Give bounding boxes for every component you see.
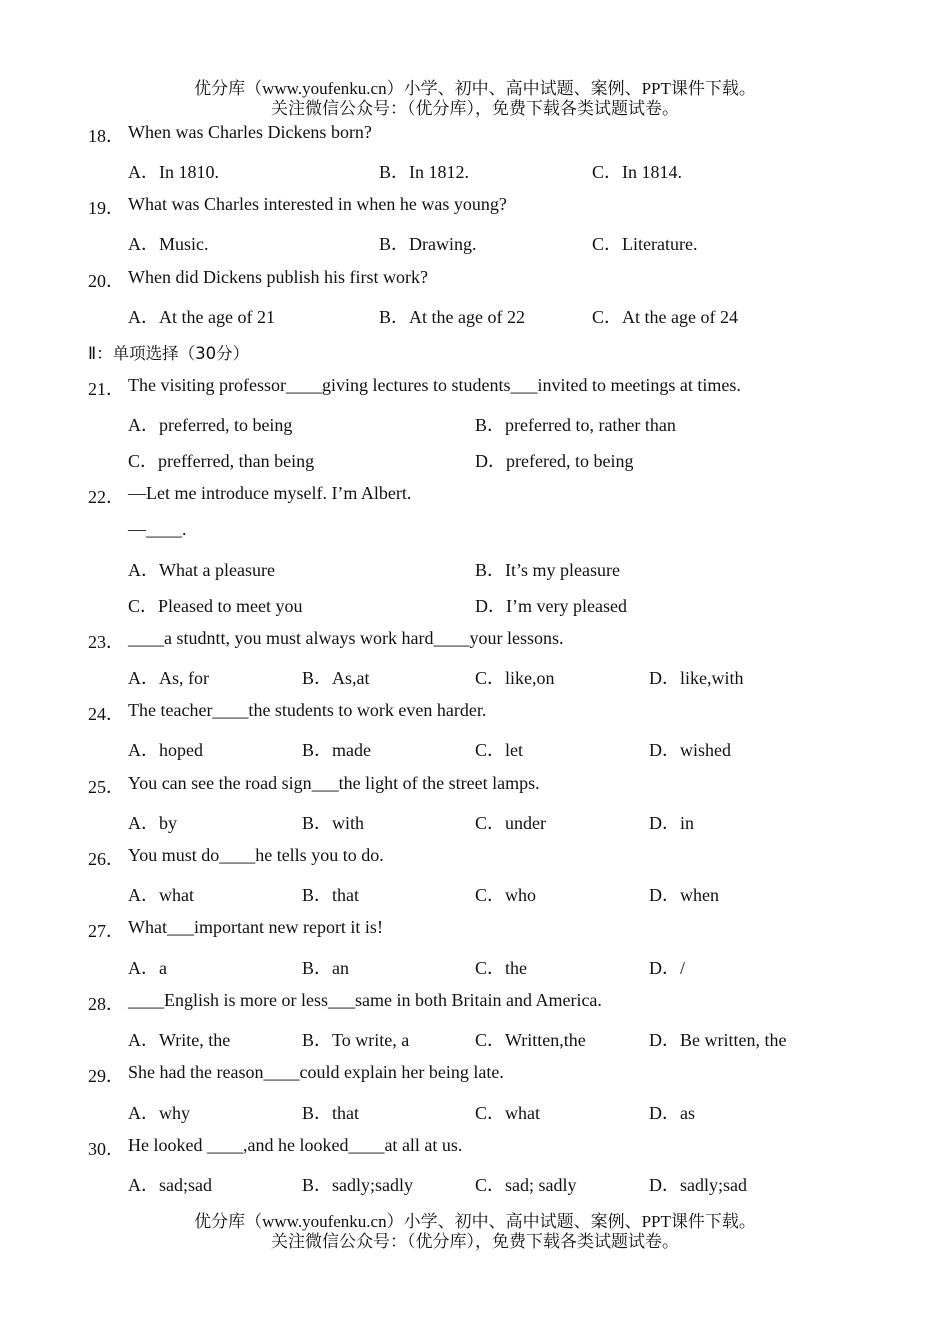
option-a[interactable]: A．by: [128, 813, 177, 833]
question-text: When did Dickens publish his first work?: [128, 267, 428, 287]
option-c[interactable]: C．Written,the: [475, 1030, 586, 1050]
option-d[interactable]: D．like,with: [649, 668, 744, 688]
option-b[interactable]: B．preferred to, rather than: [475, 415, 676, 435]
question-number: 28．: [88, 994, 124, 1014]
option-d[interactable]: D．prefered, to being: [475, 451, 634, 471]
question-text: She had the reason____could explain her being late.: [128, 1062, 504, 1082]
question-number: 21．: [88, 379, 124, 399]
question-text: The teacher____the students to work even harder.: [128, 700, 487, 720]
option-a[interactable]: A．As, for: [128, 668, 209, 688]
header-line-1: 优分库（www.youfenku.cn）小学、初中、高中试题、案例、PPT课件下载。: [194, 79, 756, 98]
question-text-reply: —____.: [128, 519, 187, 539]
question-number: 24．: [88, 704, 124, 724]
option-b[interactable]: B．that: [302, 1103, 359, 1123]
page-header: [0, 79, 950, 119]
option-b[interactable]: B．with: [302, 813, 365, 833]
page-footer: [0, 1212, 950, 1252]
option-b[interactable]: B．In 1812.: [379, 162, 469, 182]
option-a[interactable]: A．What a pleasure: [128, 560, 275, 580]
option-d[interactable]: D．when: [649, 885, 719, 905]
option-c[interactable]: C．Pleased to meet you: [128, 596, 303, 616]
option-a[interactable]: A．In 1810.: [128, 162, 219, 182]
question-text: You can see the road sign___the light of the street lamps.: [128, 773, 540, 793]
question-text: You must do____he tells you to do.: [128, 845, 384, 865]
option-b[interactable]: B．made: [302, 740, 371, 760]
option-a[interactable]: A．Write, the: [128, 1030, 231, 1050]
question-number: 30．: [88, 1139, 124, 1159]
question-text: ____a studntt, you must always work hard____your lessons.: [128, 628, 564, 648]
option-b[interactable]: B．It’s my pleasure: [475, 560, 620, 580]
question-number: 18．: [88, 126, 124, 146]
option-a[interactable]: A．a: [128, 958, 167, 978]
question-number: 19．: [88, 198, 124, 218]
option-a[interactable]: A．what: [128, 885, 194, 905]
option-d[interactable]: D．I’m very pleased: [475, 596, 627, 616]
question-text: ____English is more or less___same in both Britain and America.: [128, 990, 602, 1010]
option-d[interactable]: D．Be written, the: [649, 1030, 787, 1050]
option-c[interactable]: C．like,on: [475, 668, 555, 688]
option-a[interactable]: A．hoped: [128, 740, 203, 760]
option-c[interactable]: C．the: [475, 958, 527, 978]
option-b[interactable]: B．sadly;sadly: [302, 1175, 413, 1195]
footer-line-1: 优分库（www.youfenku.cn）小学、初中、高中试题、案例、PPT课件下载。: [194, 1212, 756, 1231]
option-b[interactable]: B．At the age of 22: [379, 307, 525, 327]
question-text: The visiting professor____giving lectures to students___invited to meetings at times.: [128, 375, 741, 395]
question-text: What___important new report it is!: [128, 917, 383, 937]
question-number: 20．: [88, 271, 124, 291]
question-text: When was Charles Dickens born?: [128, 122, 372, 142]
option-c[interactable]: C．what: [475, 1103, 540, 1123]
section-title: Ⅱ：单项选择（30分）: [88, 344, 250, 363]
option-b[interactable]: B．As,at: [302, 668, 370, 688]
option-b[interactable]: B．To write, a: [302, 1030, 410, 1050]
option-a[interactable]: A．Music.: [128, 234, 209, 254]
option-c[interactable]: C．In 1814.: [592, 162, 682, 182]
option-c[interactable]: C．sad; sadly: [475, 1175, 577, 1195]
question-number: 26．: [88, 849, 124, 869]
question-text: What was Charles interested in when he was young?: [128, 194, 507, 214]
option-a[interactable]: A．sad;sad: [128, 1175, 212, 1195]
header-line-2: 关注微信公众号：（优分库），免费下载各类试题试卷。: [271, 99, 679, 118]
option-d[interactable]: D．as: [649, 1103, 695, 1123]
option-c[interactable]: C．who: [475, 885, 537, 905]
option-d[interactable]: D．/: [649, 958, 685, 978]
option-b[interactable]: B．an: [302, 958, 349, 978]
option-c[interactable]: C．Literature.: [592, 234, 698, 254]
option-c[interactable]: C．At the age of 24: [592, 307, 738, 327]
question-number: 25．: [88, 777, 124, 797]
question-number: 27．: [88, 921, 124, 941]
option-a[interactable]: A．At the age of 21: [128, 307, 275, 327]
question-number: 23．: [88, 632, 124, 652]
option-d[interactable]: D．sadly;sad: [649, 1175, 747, 1195]
option-a[interactable]: A．preferred, to being: [128, 415, 293, 435]
option-c[interactable]: C．let: [475, 740, 523, 760]
footer-line-2: 关注微信公众号：（优分库），免费下载各类试题试卷。: [271, 1232, 679, 1251]
question-number: 29．: [88, 1066, 124, 1086]
question-text: —Let me introduce myself. I’m Albert.: [128, 483, 412, 503]
option-a[interactable]: A．why: [128, 1103, 190, 1123]
option-b[interactable]: B．that: [302, 885, 359, 905]
option-d[interactable]: D．in: [649, 813, 694, 833]
option-c[interactable]: C．prefferred, than being: [128, 451, 315, 471]
question-text: He looked ____,and he looked____at all at us.: [128, 1135, 463, 1155]
option-d[interactable]: D．wished: [649, 740, 731, 760]
question-number: 22．: [88, 487, 124, 507]
option-c[interactable]: C．under: [475, 813, 546, 833]
option-b[interactable]: B．Drawing.: [379, 234, 477, 254]
